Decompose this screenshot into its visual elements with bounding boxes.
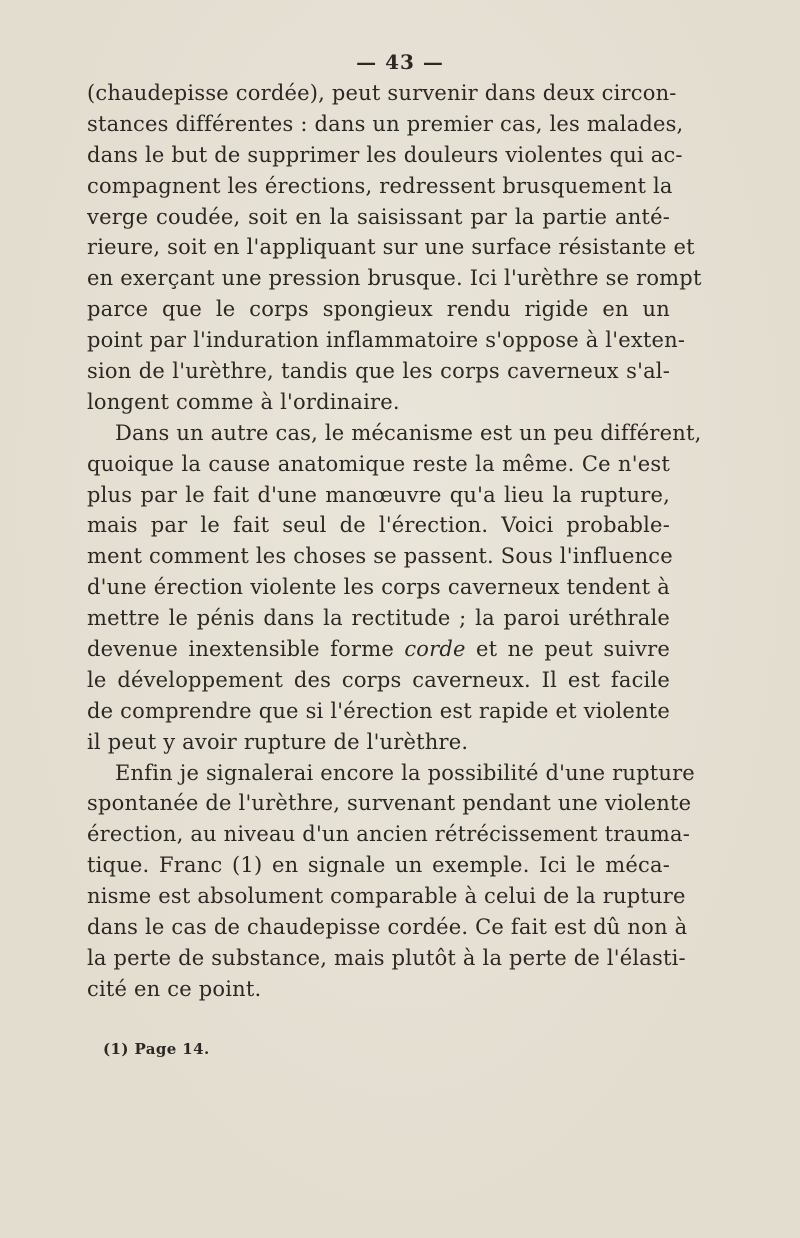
text-line-paragraph-end: il peut y avoir rupture de l'urèthre. <box>87 729 469 754</box>
body-text <box>87 78 702 1005</box>
text-line-with-italic <box>87 634 670 665</box>
text-line: spontanée de l'urèthre, survenant pendant une violente <box>87 791 692 816</box>
text-line: la perte de substance, mais plutôt à la perte de l'élasti- <box>87 945 686 970</box>
text-line-paragraph-start: Enfin je signalerai encore la possibilité d'une rupture <box>115 760 695 785</box>
text-line: tique. Franc (1) en signale un exemple. Ici le méca- <box>87 853 670 878</box>
text-line: compagnent les érections, redressent brusquement la <box>87 173 673 198</box>
text-line: verge coudée, soit en la saisissant par la partie anté- <box>87 204 670 229</box>
text-line: quoique la cause anatomique reste la même. Ce n'est <box>87 451 670 476</box>
text-line-paragraph-end: cité en ce point. <box>87 976 262 1001</box>
text-line: de comprendre que si l'érection est rapide et violente <box>87 698 670 723</box>
text-segment: et ne peut suivre <box>476 637 670 662</box>
text-line: stances différentes : dans un premier cas, les malades, <box>87 111 684 136</box>
text-line: rieure, soit en l'appliquant sur une surface résistante et <box>87 235 695 260</box>
text-segment: devenue inextensible forme <box>87 637 394 662</box>
text-line: sion de l'urèthre, tandis que les corps caverneux s'al- <box>87 359 670 384</box>
text-line: d'une érection violente les corps caverneux tendent à <box>87 575 670 600</box>
text-line: le développement des corps caverneux. Il est facile <box>87 667 670 692</box>
page-number: — 43 — <box>356 50 444 74</box>
text-line-paragraph-end: longent comme à l'ordinaire. <box>87 389 400 414</box>
text-line: mettre le pénis dans la rectitude ; la paroi uréthrale <box>87 606 670 631</box>
text-line: en exerçant une pression brusque. Ici l'urèthre se rompt <box>87 266 702 291</box>
text-line: (chaudepisse cordée), peut survenir dans deux circon- <box>87 81 677 105</box>
text-line: mais par le fait seul de l'érection. Voici probable- <box>87 513 670 538</box>
text-line: dans le but de supprimer les douleurs violentes qui ac- <box>87 142 683 167</box>
text-line-paragraph-start: Dans un autre cas, le mécanisme est un peu différent, <box>115 420 702 445</box>
text-line: érection, au niveau d'un ancien rétrécissement trauma- <box>87 822 691 847</box>
text-line: nisme est absolument comparable à celui de la rupture <box>87 884 686 909</box>
italic-word: corde <box>404 637 466 662</box>
text-line: dans le cas de chaudepisse cordée. Ce fait est dû non à <box>87 915 688 940</box>
text-line: point par l'induration inflammatoire s'oppose à l'exten- <box>87 328 686 353</box>
text-line: parce que le corps spongieux rendu rigide en un <box>87 297 670 322</box>
text-line: plus par le fait d'une manœuvre qu'a lieu la rupture, <box>87 482 670 507</box>
footnote: (1) Page 14. <box>103 1040 210 1058</box>
text-line: ment comment les choses se passent. Sous l'influence <box>87 544 673 569</box>
